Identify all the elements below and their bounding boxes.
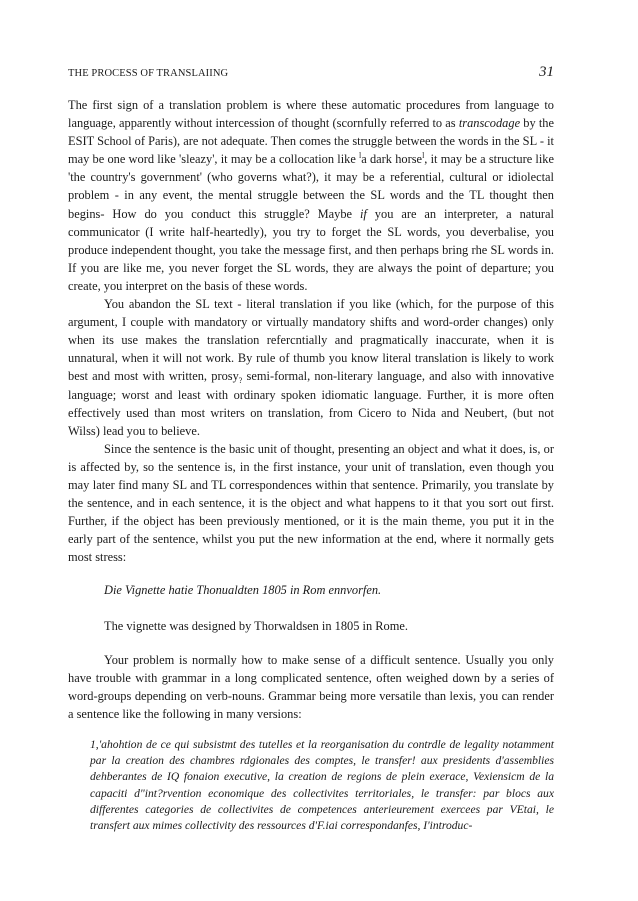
- superscript-mark: l: [359, 151, 362, 161]
- page-number: 31: [539, 64, 554, 80]
- example-english: The vignette was designed by Thorwaldsen in 1805 in Rome.: [104, 618, 408, 633]
- emphasis-transcodage: transcodage: [458, 116, 521, 131]
- running-head: THE PROCESS OF TRANSLAIING: [68, 68, 229, 79]
- example-german: Die Vignette hatie Thonualdten 1805 in Rom ennvorfen.: [104, 583, 382, 598]
- paragraph-4: Your problem is normally how to make sense of a difficult sentence. Usually you only have trouble with grammar in a long complicated sentence, often weighed down by a series of word-groups depending on verb-nouns. Grammar being more versatile than lexis, you can render a sentence like the following in many versions:: [68, 652, 554, 721]
- body-text: [68, 96, 554, 834]
- paragraph-1: The first sign of a translation problem is where these automatic procedures from language to language, apparently without intercession of thought (scornfully referred to as transcodage by the ESIT School of Paris), are not adequate. Then comes the struggle between the words in the SL - it may be one word like 'sleazy', it may be a collocation like $^l$a dark horse$^l$, it may be a structure like 'the country's government' (who governs what?), it may be a referential, cultural or idiolectal problem - in any event, the mental struggle between the SL words and the TL thought then begins- How do you conduct this struggle? Maybe if you are an interpreter, a natural communicator (I write half-heartedly), you try to forget the SL words, you deverbalise, you produce independent thought, you take the message first, and then perhaps bring rhe SL words in. If you are like me, you never forget the SL words, they are always the point of departure; you create, you interpret on the basis of these words.: [68, 98, 554, 293]
- superscript-mark: l: [422, 151, 425, 161]
- paragraph-2: You abandon the SL text - literal translation if you like (which, for the purpose of this argument, I couple with mandatory or virtually mandatory shifts and word-order changes) only when its use makes the translation refercntially and pragmatically inaccurate, when it is unnatural, when it will not work. By rule of thumb you know literal translation is likely to work best and most with written, prosy$_?$ semi-formal, non-literary language, and also with innovative language; worst and least with ordinary spoken idiomatic language. Further, it is more often effectively used than most writers on translation, from Cicero to Nida and Neubert, (but not Wilss) lead you to believe.: [68, 297, 554, 438]
- emphasis-if: if: [359, 206, 367, 221]
- page-header: [68, 66, 554, 84]
- french-quotation: 1,'ahohtion de ce qui subsistmt des tutelles et la reorganisation du contrdle de legality notamment par la creation des chambres rdgionales des comptes, le transfer! aux presidents d'assemblies dehberantes de IQ fonaion executive, la creation de regions de plein exerace, Vexiensicm de la capaciti d"int?rvention economique des collectivites territoriales, le transfer: par blocs aux differentes categories de collectivites de competences anterieurement exercees par VEtai, le transfert aux mimes collectivity des ressources d'F.iai correspondanfes, I'introduc-: [90, 738, 554, 833]
- subscript-mark: ?: [238, 376, 243, 386]
- paragraph-3: Since the sentence is the basic unit of thought, presenting an object and what it does, is, or is affected by, so the sentence is, in the first instance, your unit of translation, even though you may later find many SL and TL correspondences within that sentence. Primarily, you translate by the sentence, and in each sentence, it is the object and what happens to it that you sort out first. Further, if the object has been previously mentioned, or it is the main theme, you put it in the early part of the sentence, whilst you put the new information at the end, where it normally gets most stress:: [68, 441, 554, 565]
